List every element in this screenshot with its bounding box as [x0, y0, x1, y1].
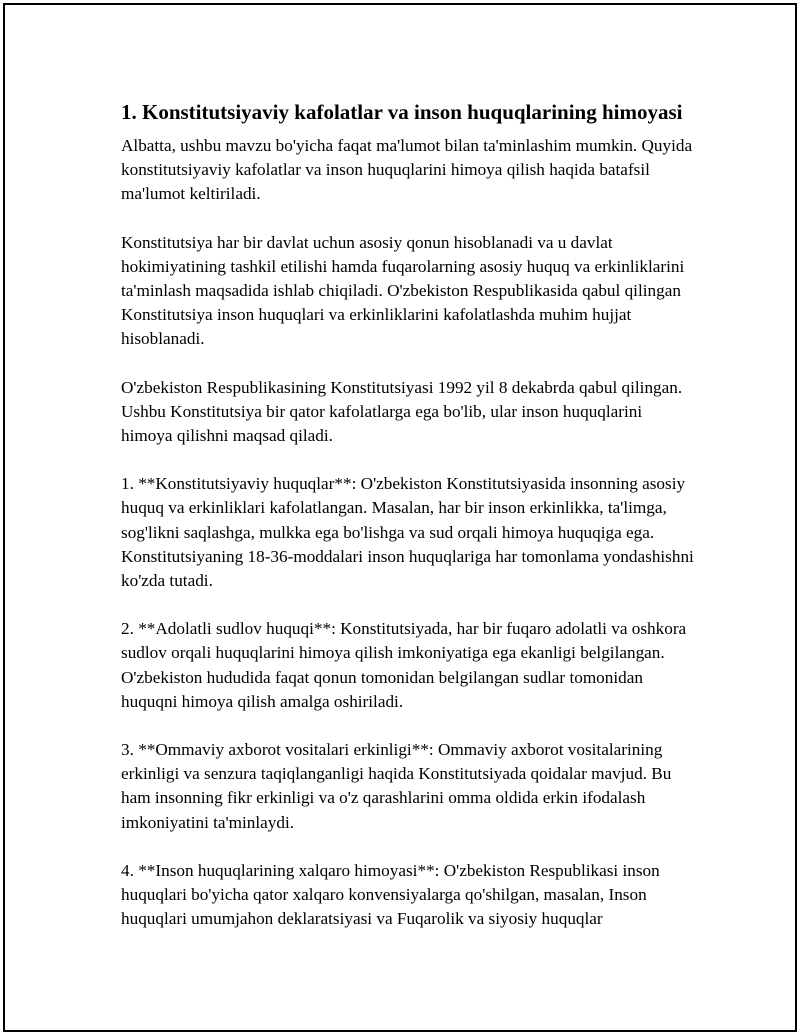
document-title: 1. Konstitutsiyaviy kafolatlar va inson huquqlarining himoyasi	[121, 100, 683, 124]
document-body	[121, 97, 695, 955]
paragraph-uzbekistan-constitution: O'zbekiston Respublikasining Konstitutsiyasi 1992 yil 8 dekabrda qabul qilingan. Ushbu Konstitutsiya bir qator kafolatlarga ega bo'lib, ular inson huquqlarini himoya qilishni maqsad qiladi.	[121, 377, 683, 446]
paragraph-intro: Albatta, ushbu mavzu bo'yicha faqat ma'lumot bilan ta'minlashim mumkin. Quyida konstitutsiyaviy kafolatlar va inson huquqlarini himoya qilish haqida batafsil ma'lumot keltiriladi.	[121, 136, 693, 204]
list-item-fair-trial: 2. **Adolatli sudlov huquqi**: Konstitutsiyada, har bir fuqaro adolatli va oshkora sudlov orqali huquqlarini himoya qilish imkoniyatiga ega ekanligi belgilangan. O'zbekiston hududida faqat qonun tomonidan belgilangan sudlar tomonidan huquqni himoya qilish amalga oshiriladi.	[121, 619, 687, 711]
list-item-constitutional-rights: 1. **Konstitutsiyaviy huquqlar**: O'zbekiston Konstitutsiyasida insonning asosiy huquq va erkinliklari kafolatlangan. Masalan, har bir inson erkinlikka, ta'limga, sog'likni saqlashga, mulkka ega bo'lishga va sud orqali himoya huquqiga ega. Konstitutsiyaning 18-36-moddalari inson huquqlariga har tomonlama yondashishni ko'zda tutadi.	[121, 474, 694, 591]
list-item-international-protection: 4. **Inson huquqlarining xalqaro himoyasi**: O'zbekiston Respublikasi inson huquqlari bo'yicha qator xalqaro konvensiyalarga qo'shilgan, masalan, Inson huquqlari umumjahon deklaratsiyasi va Fuqarolik va siyosiy huquqlar	[121, 860, 660, 929]
document-page	[3, 3, 797, 1032]
paragraph-constitution: Konstitutsiya har bir davlat uchun asosiy qonun hisoblanadi va u davlat hokimiyatining tashkil etilishi hamda fuqarolarning asosiy huquq va erkinliklarini ta'minlash maqsadida ishlab chiqiladi. O'zbekiston Respublikasida qabul qilingan Konstitutsiya inson huquqlari va erkinliklarini kafolatlashda muhim hujjat hisoblanadi.	[121, 232, 685, 349]
list-item-media-freedom: 3. **Ommaviy axborot vositalari erkinligi**: Ommaviy axborot vositalarining erkinligi va senzura taqiqlanganligi haqida Konstitutsiyada qoidalar mavjud. Bu ham insonning fikr erkinligi va o'z qarashlarini omma oldida erkin ifodalash imkoniyatini ta'minlaydi.	[121, 740, 672, 832]
